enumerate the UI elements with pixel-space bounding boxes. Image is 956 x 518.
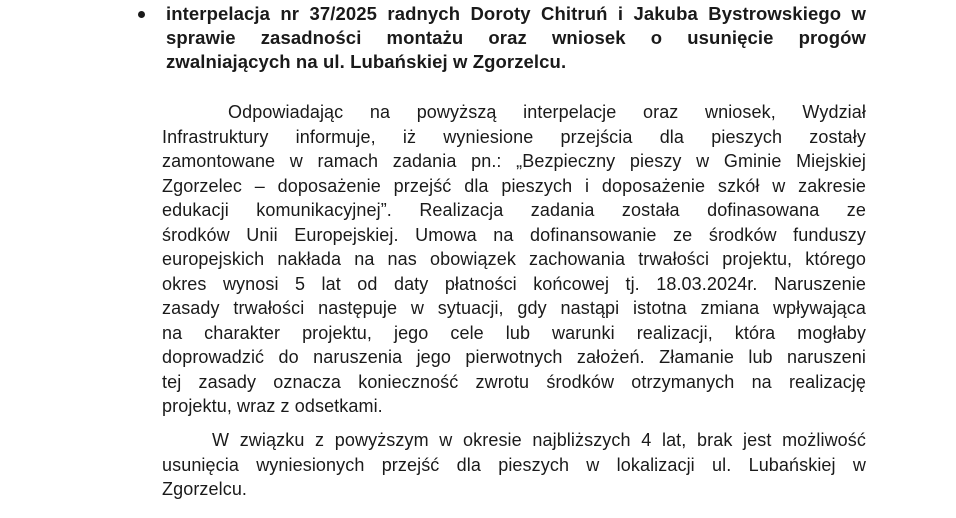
paragraph-line: projektu, wraz z odsetkami. bbox=[162, 396, 383, 416]
paragraph-line: doprowadzić do naruszenia jego pierwotnych założeń. Złamanie lub naruszeni bbox=[162, 347, 866, 367]
paragraph-line: zasady trwałości następuje w sytuacji, gdy nastąpi istotna zmiana wpływająca bbox=[162, 298, 866, 318]
paragraph-line: zamontowane w ramach zadania pn.: „Bezpieczny pieszy w Gminie Miejskiej bbox=[162, 151, 866, 171]
bullet-line: zwalniających na ul. Lubańskiej w Zgorzelcu. bbox=[166, 51, 567, 72]
paragraph-line: Infrastruktury informuje, iż wyniesione przejścia dla pieszych zostały bbox=[162, 126, 866, 147]
paragraph-line: Zgorzelcu. bbox=[162, 479, 248, 499]
paragraph-response bbox=[162, 100, 866, 419]
paragraph-line: W związku z powyższym w okresie najbliższych 4 lat, brak jest możliwość bbox=[212, 430, 866, 450]
paragraph-line: środków Unii Europejskiej. Umowa na dofinansowanie ze środków funduszy bbox=[162, 224, 866, 245]
bullet-line: interpelacja nr 37/2025 radnych Doroty Chitruń i Jakuba Bystrowskiego w bbox=[166, 3, 866, 24]
bullet-dot-icon bbox=[138, 11, 145, 18]
paragraph-line: europejskich nakłada na nas obowiązek zachowania trwałości projektu, którego bbox=[162, 249, 866, 269]
paragraph-line: na charakter projektu, jego cele lub warunki realizacji, która mogłaby bbox=[162, 322, 866, 343]
bullet-line: sprawie zasadności montażu oraz wniosek o usunięcie progów bbox=[166, 27, 866, 48]
bullet-heading bbox=[166, 2, 866, 74]
paragraph-line: tej zasady oznacza konieczność zwrotu środków otrzymanych na realizację bbox=[162, 371, 866, 392]
paragraph-line: okres wynosi 5 lat od daty płatności końcowej tj. 18.03.2024r. Naruszenie bbox=[162, 273, 866, 294]
paragraph-line: usunięcia wyniesionych przejść dla pieszych w lokalizacji ul. Lubańskiej w bbox=[162, 454, 866, 475]
paragraph-line: Odpowiadając na powyższą interpelacje oraz wniosek, Wydział bbox=[228, 102, 866, 122]
paragraph-conclusion bbox=[162, 428, 866, 502]
paragraph-line: edukacji komunikacyjnej”. Realizacja zadania została dofinasowana ze bbox=[162, 200, 866, 220]
paragraph-line: Zgorzelec – doposażenie przejść dla pieszych i doposażenie szkół w zakresie bbox=[162, 175, 866, 196]
